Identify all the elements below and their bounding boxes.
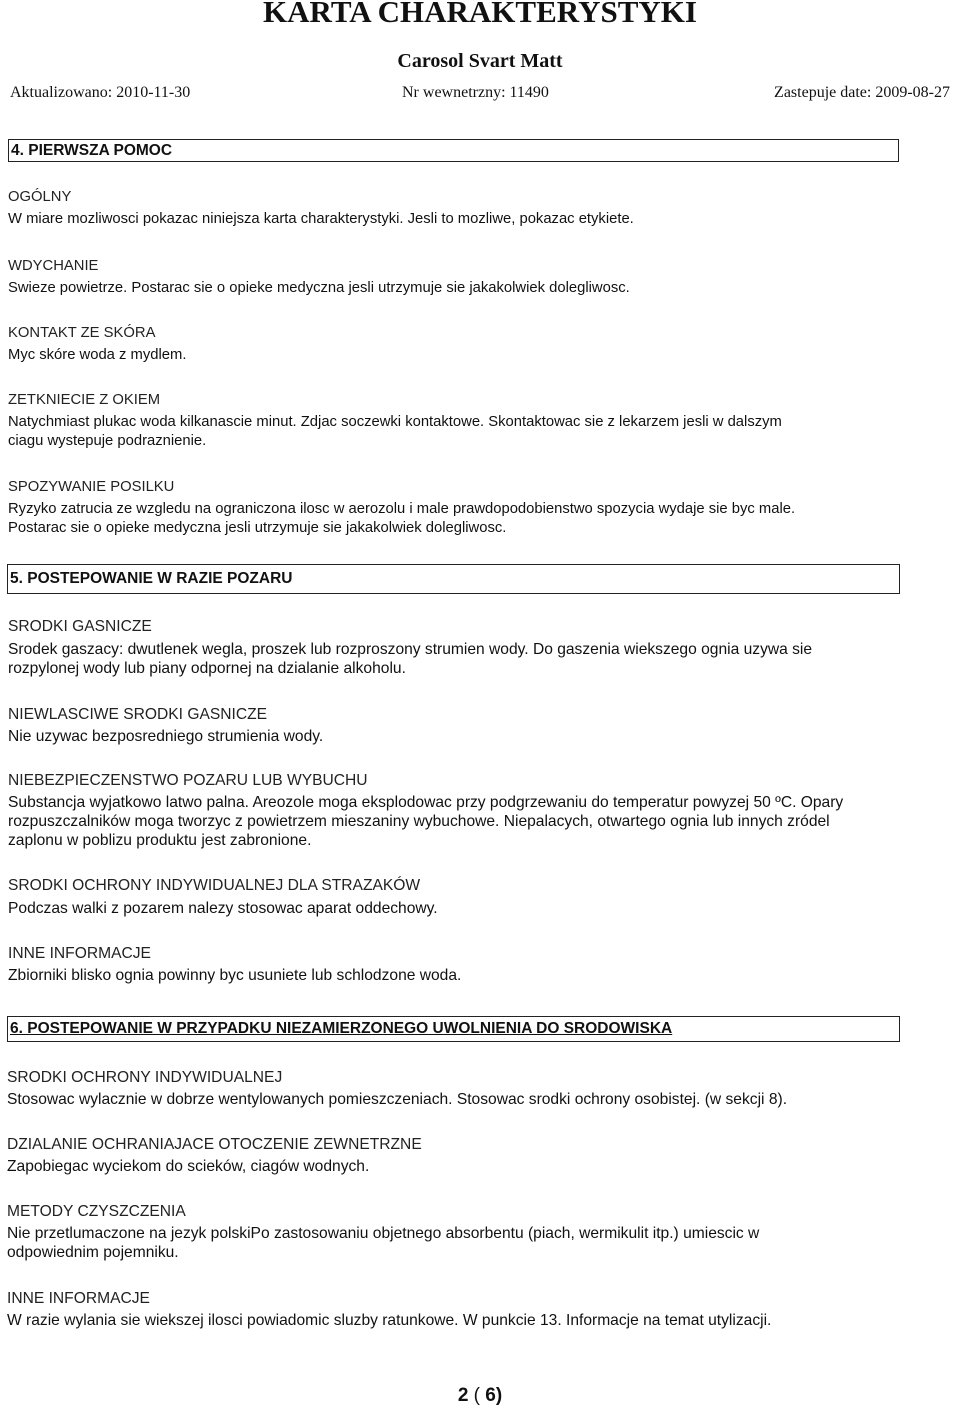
product-name: Carosol Svart Matt bbox=[397, 50, 563, 72]
document-title: KARTA CHARAKTERYSTYKI bbox=[263, 0, 697, 29]
eye-heading: ZETKNIECIE Z OKIEM bbox=[8, 392, 161, 408]
fire-hazard-text-line-2: rozpuszczalników moga tworzyc z powietrzem mieszaniny wybuchowe. Niepalacych, otwartego ognia lub innych zródel bbox=[8, 813, 830, 830]
page-paren: ( bbox=[473, 1385, 480, 1406]
extinguishing-media-heading: SRODKI GASNICZE bbox=[8, 618, 152, 635]
fire-hazard-heading: NIEBEZPIECZENSTWO POZARU LUB WYBUCHU bbox=[8, 772, 368, 789]
personal-precautions-heading: SRODKI OCHRONY INDYWIDUALNEJ bbox=[7, 1069, 283, 1086]
section-6-header bbox=[7, 1016, 900, 1042]
inhalation-heading: WDYCHANIE bbox=[8, 258, 99, 274]
cleanup-methods-heading: METODY CZYSZCZENIA bbox=[7, 1203, 186, 1220]
page-total: 6) bbox=[485, 1385, 503, 1406]
eye-text-line-2: ciagu wystepuje podraznienie. bbox=[8, 433, 207, 449]
fire-other-info-heading: INNE INFORMACJE bbox=[8, 945, 151, 962]
release-other-info-text: W razie wylania sie wiekszej ilosci powiadomic sluzby ratunkowe. W punkcie 13. Informacje na temat utylizacji. bbox=[7, 1312, 772, 1329]
skin-heading: KONTAKT ZE SKÓRA bbox=[8, 325, 156, 341]
section-4-title: 4. PIERWSZA POMOC bbox=[11, 142, 173, 159]
skin-text: Myc skóre woda z mydlem. bbox=[8, 347, 187, 363]
cleanup-methods-text-line-1: Nie przetlumaczone na jezyk polskiPo zastosowaniu objetnego absorbentu (piach, wermikulit itp.) umiescic w bbox=[7, 1225, 760, 1242]
unsuitable-media-text: Nie uzywac bezposredniego strumienia wody. bbox=[8, 728, 324, 745]
page-current: 2 bbox=[457, 1385, 469, 1406]
section-5-header bbox=[7, 564, 900, 594]
section-5-title: 5. POSTEPOWANIE W RAZIE POZARU bbox=[10, 570, 293, 587]
release-other-info-heading: INNE INFORMACJE bbox=[7, 1290, 150, 1307]
firefighter-protection-heading: SRODKI OCHRONY INDYWIDUALNEJ DLA STRAZAKÓW bbox=[8, 877, 421, 894]
ingestion-text-line-1: Ryzyko zatrucia ze wzgledu na ograniczona ilosc w aerozolu i male prawdopodobienstwo spozycia wydaje sie byc male. bbox=[8, 501, 796, 517]
general-heading: OGÓLNY bbox=[8, 189, 72, 205]
personal-precautions-text: Stosowac wylacznie w dobrze wentylowanych pomieszczeniach. Stosowac srodki ochrony osobistej. (w sekcji 8). bbox=[7, 1091, 788, 1108]
page-number bbox=[0, 1385, 960, 1407]
ingestion-text-line-2: Postarac sie o opieke medyczna jesli utrzymuje sie jakakolwiek dolegliwosc. bbox=[8, 520, 507, 536]
extinguishing-media-text-line-2: rozpylonej wody lub piany odpornej na dzialanie alkoholu. bbox=[8, 660, 406, 677]
firefighter-protection-text: Podczas walki z pozarem nalezy stosowac aparat oddechowy. bbox=[8, 900, 438, 917]
extinguishing-media-text-line-1: Srodek gaszacy: dwutlenek wegla, proszek lub rozproszony strumien wody. Do gaszenia wiekszego ognia uzywa sie bbox=[8, 641, 813, 658]
section-4-header bbox=[8, 139, 899, 162]
inhalation-text: Swieze powietrze. Postarac sie o opieke medyczna jesli utrzymuje sie jakakolwiek dolegliwosc. bbox=[8, 280, 630, 296]
updated-date: Aktualizowano: 2010-11-30 bbox=[10, 84, 191, 101]
section-6-title: 6. POSTEPOWANIE W PRZYPADKU NIEZAMIERZONEGO UWOLNIENIA DO SRODOWISKA bbox=[10, 1020, 673, 1037]
replaces-date: Zastepuje date: 2009-08-27 bbox=[774, 84, 950, 101]
fire-hazard-text-line-1: Substancja wyjatkowo latwo palna. Areozole moga eksplodowac przy podgrzewaniu do temperatur powyzej 50 ºC. Opary bbox=[8, 794, 844, 811]
eye-text-line-1: Natychmiast plukac woda kilkanascie minut. Zdjac soczewki kontaktowe. Skontaktowac sie z lekarzem jesli w dalszym bbox=[8, 414, 782, 430]
cleanup-methods-text-line-2: odpowiednim pojemniku. bbox=[7, 1244, 179, 1261]
internal-number: Nr wewnetrzny: 11490 bbox=[402, 84, 549, 101]
fire-other-info-text: Zbiorniki blisko ognia powinny byc usuniete lub schlodzone woda. bbox=[8, 967, 462, 984]
unsuitable-media-heading: NIEWLASCIWE SRODKI GASNICZE bbox=[8, 706, 268, 723]
environmental-precautions-heading: DZIALANIE OCHRANIAJACE OTOCZENIE ZEWNETRZNE bbox=[7, 1136, 422, 1153]
general-text: W miare mozliwosci pokazac niniejsza karta charakterystyki. Jesli to mozliwe, pokazac etykiete. bbox=[8, 211, 634, 227]
fire-hazard-text-line-3: zaplonu w poblizu produktu jest zabronione. bbox=[8, 832, 312, 849]
ingestion-heading: SPOZYWANIE POSILKU bbox=[8, 479, 175, 495]
environmental-precautions-text: Zapobiegac wyciekom do scieków, ciagów wodnych. bbox=[7, 1158, 370, 1175]
